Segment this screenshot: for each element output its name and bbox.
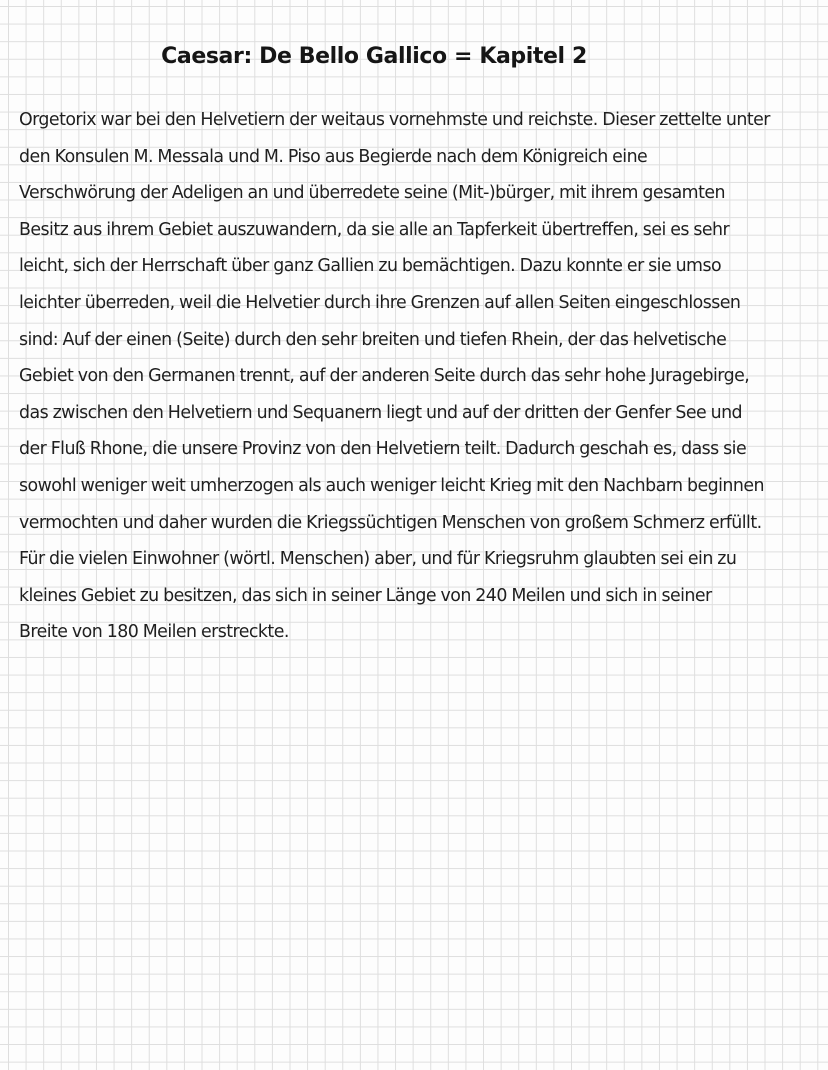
text-line: sind: Auf der einen (Seite) durch den sehr breiten und tiefen Rhein, der das helvetische (19, 329, 727, 350)
text-line: Für die vielen Einwohner (wörtl. Menschen) aber, und für Kriegsruhm glaubten sei ein zu (19, 549, 737, 570)
text-line: kleines Gebiet zu besitzen, das sich in seiner Länge von 240 Meilen und sich in seiner (19, 585, 712, 606)
text-line: Verschwörung der Adeligen an und überredete seine (Mit-)bürger, mit ihrem gesamten (19, 183, 725, 204)
text-line: vermochten und daher wurden die Kriegssüchtigen Menschen von großem Schmerz erfüllt. (19, 512, 762, 533)
text-line: Gebiet von den Germanen trennt, auf der anderen Seite durch das sehr hohe Juragebirge, (19, 366, 750, 387)
page-title: Caesar: De Bello Gallico = Kapitel 2 (161, 44, 587, 69)
text-line: sowohl weniger weit umherzogen als auch weniger leicht Krieg mit den Nachbarn beginnen (19, 475, 764, 496)
text-line: das zwischen den Helvetiern und Sequanern liegt und auf der dritten der Genfer See und (19, 402, 743, 423)
text-line: den Konsulen M. Messala und M. Piso aus Begierde nach dem Königreich eine (19, 146, 648, 167)
text-line: der Fluß Rhone, die unsere Provinz von den Helvetiern teilt. Dadurch geschah es, dass sie (19, 439, 747, 460)
text-line: Breite von 180 Meilen erstreckte. (19, 622, 289, 643)
translation-text (19, 108, 819, 657)
text-line: Orgetorix war bei den Helvetiern der weitaus vornehmste und reichste. Dieser zettelte unter (19, 110, 770, 130)
text-line: leicht, sich der Herrschaft über ganz Gallien zu bemächtigen. Dazu konnte er sie umso (19, 256, 722, 277)
text-line: leichter überreden, weil die Helvetier durch ihre Grenzen auf allen Seiten eingeschlossen (19, 292, 741, 313)
text-line: Besitz aus ihrem Gebiet auszuwandern, da sie alle an Tapferkeit übertreffen, sei es sehr (19, 219, 730, 240)
